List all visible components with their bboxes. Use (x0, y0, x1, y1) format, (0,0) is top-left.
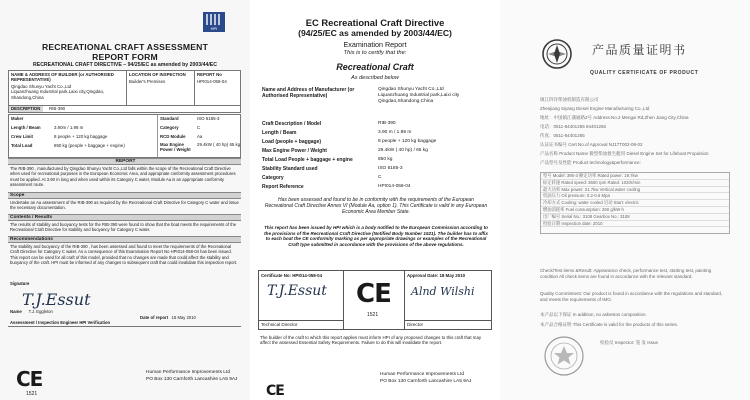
table-row: 出厂编号 Serial No.: 3108 Gearbox No.: 3108 (541, 214, 729, 221)
examination-report (250, 0, 500, 400)
date-line (140, 315, 196, 320)
category-label: Category (160, 125, 179, 130)
length-beam-label: Length / Beam (262, 130, 297, 136)
crew-limit-label: Crew Limit (11, 134, 33, 139)
form-title: RECREATIONAL CRAFT ASSESSMENT (41, 42, 209, 52)
director-label: Director (407, 322, 424, 327)
report-heading: REPORT (8, 158, 241, 165)
standard-value: ISO 6185-3 (197, 116, 220, 121)
builder-table (8, 70, 241, 113)
craft-details-table (8, 114, 241, 158)
ce-mark-icon: CE (356, 279, 391, 309)
assessment-report-form (0, 0, 250, 400)
scope-text: Undertake an Aa assessment of the RIB-390 as required by the Recreational Craft Directive for Category C water and issue the necessary documentation. (10, 200, 239, 211)
report-title: EC Recreational Craft Directive (305, 17, 445, 28)
table-row: 机油压力 Oil pressure: 0.2-0.6 Mpa (541, 193, 729, 200)
name-value: T.J. Eggleton (28, 309, 53, 314)
report-no-label: REPORT No (197, 72, 222, 77)
date-label: Date of report (140, 315, 169, 320)
builder-value: Qingdao Shunyu Yacht Co.,Ltd Liquanzhuang Industrial park,Laixi city,Qingdao, Shandong,China (11, 84, 105, 100)
length-beam-label: Length / Beam (11, 125, 41, 130)
report-no-value: HPI014-058-04 (197, 79, 227, 84)
technical-director-signature: T.J.Essut (267, 283, 327, 299)
rcd-module-label: RCD Module (160, 134, 186, 139)
table-row: 最大功率 Max power: 21.7kw Vertical water cooling (541, 187, 729, 194)
total-load-label: Total Load People + baggage + engine (262, 157, 353, 163)
validity-line: 本产品合格证明 This Certificate is valid for the products of this series. (540, 322, 679, 327)
report-ref-value: HPI014-058-04 (378, 184, 411, 189)
directive-line: RECREATIONAL CRAFT DIRECTIVE – 94/25/EC as amended by 2003/44/EC (32, 62, 218, 68)
manufacturer-label: Name and Address of Manufacturer (or Authorised Representative) (262, 87, 355, 99)
report-ref-label: Report Reference (262, 184, 304, 190)
certify-line: This is to certify that the: (343, 50, 407, 56)
results-text: The results of stability and buoyancy tests for the RIB-390 were found to show that the boat meets the requirements of the Recreational Craft Directive for stability and buoyancy for Category C water. (10, 222, 237, 233)
hpi-logo-icon: HPI (203, 12, 225, 32)
load-label: Load (people + baggage) (262, 139, 322, 145)
date-value: 18 May 2010 (171, 315, 196, 320)
cert-line-8: 产品型号及性能 Product technology&performance: (540, 160, 641, 165)
max-engine-value: 29.4kW ( 40 hp) 65 kg (197, 142, 241, 147)
cert-line-7: 产品名称 Product Name 微型柴油救生艇用 Diesel Engine Set for Lifeboat Propulsion (540, 151, 709, 156)
total-load-label: Total Load (11, 143, 33, 148)
length-beam-value: 3.90 m / 1.98 m (378, 130, 412, 135)
maker-label: Maker (11, 116, 24, 121)
certificate-number: Certificate No: HPI014-058-04 (261, 273, 323, 278)
recommendations-heading: Recommendations (8, 236, 241, 243)
location-value: Builder's Premises (129, 79, 166, 84)
quality-commitment: Quality Commitment: Our product is found in accordance with the regulations and standard, and meets the requirements of IMO. (540, 291, 723, 302)
category-value: C (197, 125, 201, 130)
cn-certificate-title: 产品质量证明书 (592, 43, 687, 57)
engine-label: Max Engine Power / Weight (262, 148, 327, 154)
table-row: 燃油消耗率 Fuel consumption: 260 g/kW·h (541, 207, 729, 214)
form-subtitle: REPORT FORM (92, 52, 158, 62)
described-line: As described below (351, 75, 399, 81)
table-row: 冷却方式 Cooling: water cooled 启动 Start: electric (541, 200, 729, 207)
company-seal-icon (541, 38, 573, 70)
stability-label: Stability Standard used (262, 166, 318, 172)
specs-table (540, 172, 730, 234)
ce-mark-icon: CE (16, 367, 43, 391)
craft-model-value: RIB-390 (378, 121, 396, 126)
certificate-box (258, 270, 492, 330)
engine-value: 29.4kW ( 40 hp) / 65 kg (378, 148, 428, 153)
category-value: C (378, 175, 382, 180)
company-address: PO Box 130 Carnforth Lancashire LA5 9AJ (380, 379, 472, 384)
standard-label: Standard (160, 116, 179, 121)
craft-model-label: Craft Description / Model (262, 121, 322, 127)
description-label: DESCRIPTION (9, 106, 43, 112)
table-row: 标定转速 Rated speed: 3600 rpm Rated: 1020r/min (541, 180, 729, 187)
cert-line-5: 传真：0511-84401265 (540, 133, 585, 138)
company-name: Human Performance Improvements Ltd (380, 372, 464, 377)
name-line (10, 309, 53, 314)
cert-line-2: Zhenjiang Siyang Diesel Engine Manufacturing Co.,Ltd (540, 106, 650, 111)
inspection-stamp-icon (542, 334, 586, 378)
name-label: Name (10, 309, 22, 314)
results-heading: Contents / Results (8, 214, 241, 221)
stability-value: ISO 6185-3 (378, 166, 403, 171)
location-label: LOCATION OF INSPECTION (129, 72, 186, 77)
table-row: 检验日期 Inspection date: 2010 (541, 221, 729, 228)
company-address: PO Box 130 Carnforth Lancashire LA5 9AJ (146, 377, 238, 382)
total-load-value: 850 kg (people + baggage + engine) (54, 143, 125, 148)
asbestos-line: 本产品以下保证 In addition, no asbestos composition. (540, 312, 647, 317)
assessed-text: Has been assessed and found to be in conformity with the requirements of the European Recreational Craft Directive Annex VI (Module Aa, option 1). This Certificate is valid in any European Economic Area Member State. (264, 197, 488, 215)
footer-ce-mark-icon: CE (266, 383, 284, 399)
description-value: RIB-390 (49, 106, 66, 111)
total-load-value: 850 kg (378, 157, 393, 162)
approval-date: Approval Date: 18 May 2010 (407, 273, 466, 278)
ce-number: 1521 (26, 391, 38, 397)
report-text: The RIB-390 , manufactured by Qingdao Shunyu Yacht Co.,Ltd falls within the scope of the Recreational Craft Directive when used for recreational purposes in the European Economic Area, and appropriate conformity assessment procedures must be applied. At 3.90 m long and when used within its Category C water, Module Aa is an appropriate conformity assessment route. (10, 166, 236, 188)
cert-line-3: 地址：中国镇江蒲通路2号 Address:No.2 Mengxi Rd,Zhen Jiang City,China (540, 115, 689, 120)
signature-image: T.J.Essut (22, 290, 91, 309)
director-signature: Alnd Wilshi (411, 285, 475, 298)
cert-line-1: 镇江四洋柴油机制造有限公司 (540, 97, 599, 102)
assessment-footer: Assessment / Inspection Engineer HPI Verification (10, 320, 111, 325)
signature-label: Signature (10, 281, 30, 286)
category-label: Category (262, 175, 284, 181)
manufacturer-value: Qingdao Shunyu Yacht Co.,Ltd Liquanzhuang Industrial park,Laixi city Qingdao,Shandong,China (378, 87, 460, 104)
crew-limit-value: 8 people + 120 kg baggage (54, 134, 108, 139)
inspector-line: 检验员 Inspector: 签 发 Issue (600, 340, 659, 345)
rcd-module-value: Aa (197, 134, 203, 139)
load-value: 8 people + 120 kg baggage (378, 139, 437, 144)
max-engine-label: Max Engine Power / Weight (160, 142, 191, 153)
cert-line-4: 电话：0511-84401265 84401256 (540, 124, 606, 129)
report-type: Examination Report (343, 40, 407, 49)
builder-label: NAME & ADDRESS OF BUILDER (or AUTHORISED REPRESENTATIVE) (11, 72, 114, 83)
craft-heading: Recreational Craft (336, 62, 414, 72)
hpi-notice: This report has been issued by HPI which is a body notified to the European Commission according to the provisions of the Recreational Craft Directive (Notified Body Number 1521). The builder has to affix to each boat the CE conformity marking as per appropriate drawings or examples of the Recreational Craft type submitted in accordance with the provisions of the above regulations. (264, 225, 488, 247)
validity-text: The builder of the craft to which this report applies must inform HPI of any proposed changes to this craft that may affect the assessed Essential Safety Requirements. Failure to do this will invalidate the report. (260, 335, 482, 346)
recommendations-text: The stability and buoyancy of the RIB-390 , has been assessed and found to meet the requirements of the Recreational Craft Directive for Category C water. As a consequence of this Examination Report No HPI014-058-04 has been issued. This report can be used for all craft of this model, provided that no changes are made that could affect the stability and buoyancy of the craft. HPI must be informed of any changes to subsequent craft that could invalidate this inspection report. (10, 244, 238, 266)
check-results: Check/Test items &Result: Appearance check, performance test, starting test, painting condition All check items are found in accordance with the relevant standard. (540, 268, 712, 279)
company-name: Human Performance Improvements Ltd (146, 370, 230, 375)
cert-line-6: 认证证书编号 Cert.No.of Approval NJ17T002-08-02 (540, 142, 643, 147)
length-beam-value: 3.90m / 1.98 m (54, 125, 84, 130)
en-certificate-title: QUALITY CERTIFICATE OF PRODUCT (590, 70, 699, 76)
report-directive: (94/25/EC as amended by 2003/44/EC) (298, 28, 452, 38)
scope-heading: Scope (8, 192, 241, 199)
technical-director-label: Technical Director (261, 322, 298, 327)
table-row: 型号 Model: 390-3 额定功率 Rated power: 19.7kw (541, 173, 729, 180)
ce-number: 1521 (367, 312, 379, 318)
